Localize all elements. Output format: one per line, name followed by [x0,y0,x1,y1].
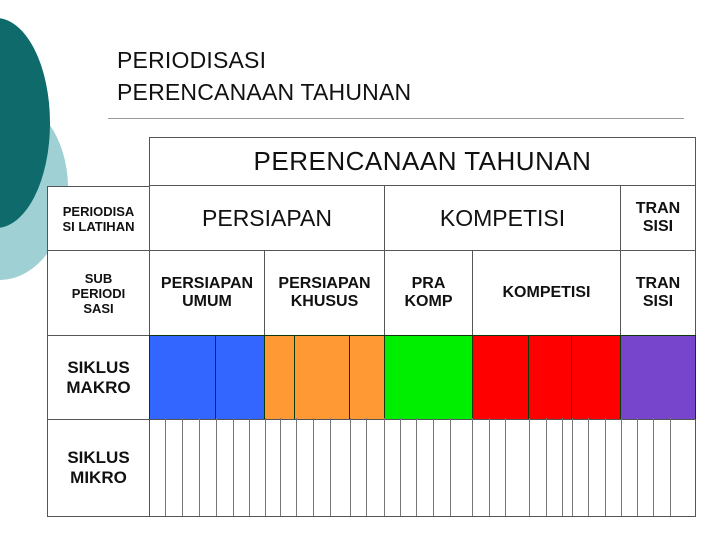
micro-cycle-divider [416,418,417,516]
micro-cycle-area [149,419,696,517]
row-label-siklus-mikro: SIKLUS MIKRO [47,419,150,517]
macro-cycle-kompetisi-1 [472,335,529,420]
row-label-periodisasi-latihan: PERIODISA SI LATIHAN [47,186,150,251]
micro-cycle-divider [433,418,434,516]
micro-cycle-divider [621,418,622,516]
micro-cycle-divider [472,418,473,516]
micro-cycle-divider [529,418,530,516]
micro-cycle-divider [265,418,266,516]
sub-period-kompetisi: KOMPETISI [472,250,621,336]
sub-period-persiapan-umum: PERSIAPAN UMUM [149,250,265,336]
macro-cycle-transisi [620,335,696,420]
micro-cycle-divider [450,418,451,516]
micro-cycle-divider [249,418,250,516]
micro-cycle-divider [165,418,166,516]
row-label-sub-periodisasi: SUB PERIODI SASI [47,250,150,336]
macro-cycle-persiapan-khusus-1 [264,335,295,420]
macro-cycle-persiapan-khusus-2 [294,335,350,420]
row-label-siklus-makro: SIKLUS MAKRO [47,335,150,420]
macro-cycle-persiapan-umum-2 [215,335,265,420]
micro-cycle-divider [489,418,490,516]
macro-cycle-persiapan-khusus-3 [349,335,385,420]
micro-cycle-divider [216,418,217,516]
micro-cycle-divider [653,418,654,516]
micro-cycle-divider [637,418,638,516]
sub-period-persiapan-khusus: PERSIAPAN KHUSUS [264,250,385,336]
period-transisi: TRAN SISI [620,185,696,251]
micro-cycle-divider [330,418,331,516]
slide-title-line-1: PERIODISASI [117,47,267,73]
micro-cycle-divider [199,418,200,516]
micro-cycle-divider [400,418,401,516]
period-kompetisi: KOMPETISI [384,185,621,251]
micro-cycle-divider [350,418,351,516]
micro-cycle-divider [505,418,506,516]
macro-cycle-kompetisi-2 [528,335,572,420]
title-divider [108,118,684,119]
macro-cycle-persiapan-umum-1 [149,335,216,420]
sub-period-pra-komp: PRA KOMP [384,250,473,336]
micro-cycle-divider [670,418,671,516]
sub-period-transisi: TRAN SISI [620,250,696,336]
micro-cycle-divider [384,418,385,516]
micro-cycle-divider [313,418,314,516]
micro-cycle-divider [233,418,234,516]
micro-cycle-divider [588,418,589,516]
slide-title [117,44,411,108]
micro-cycle-divider [562,418,563,516]
slide-title-line-2: PERENCANAAN TAHUNAN [117,79,412,105]
micro-cycle-divider [546,418,547,516]
period-persiapan: PERSIAPAN [149,185,385,251]
micro-cycle-divider [296,418,297,516]
macro-cycle-pra-kompetisi [384,335,473,420]
micro-cycle-divider [366,418,367,516]
table-header: PERENCANAAN TAHUNAN [149,137,696,186]
micro-cycle-divider [182,418,183,516]
macro-cycle-kompetisi-3 [571,335,621,420]
micro-cycle-divider [280,418,281,516]
micro-cycle-divider [572,418,573,516]
micro-cycle-divider [605,418,606,516]
